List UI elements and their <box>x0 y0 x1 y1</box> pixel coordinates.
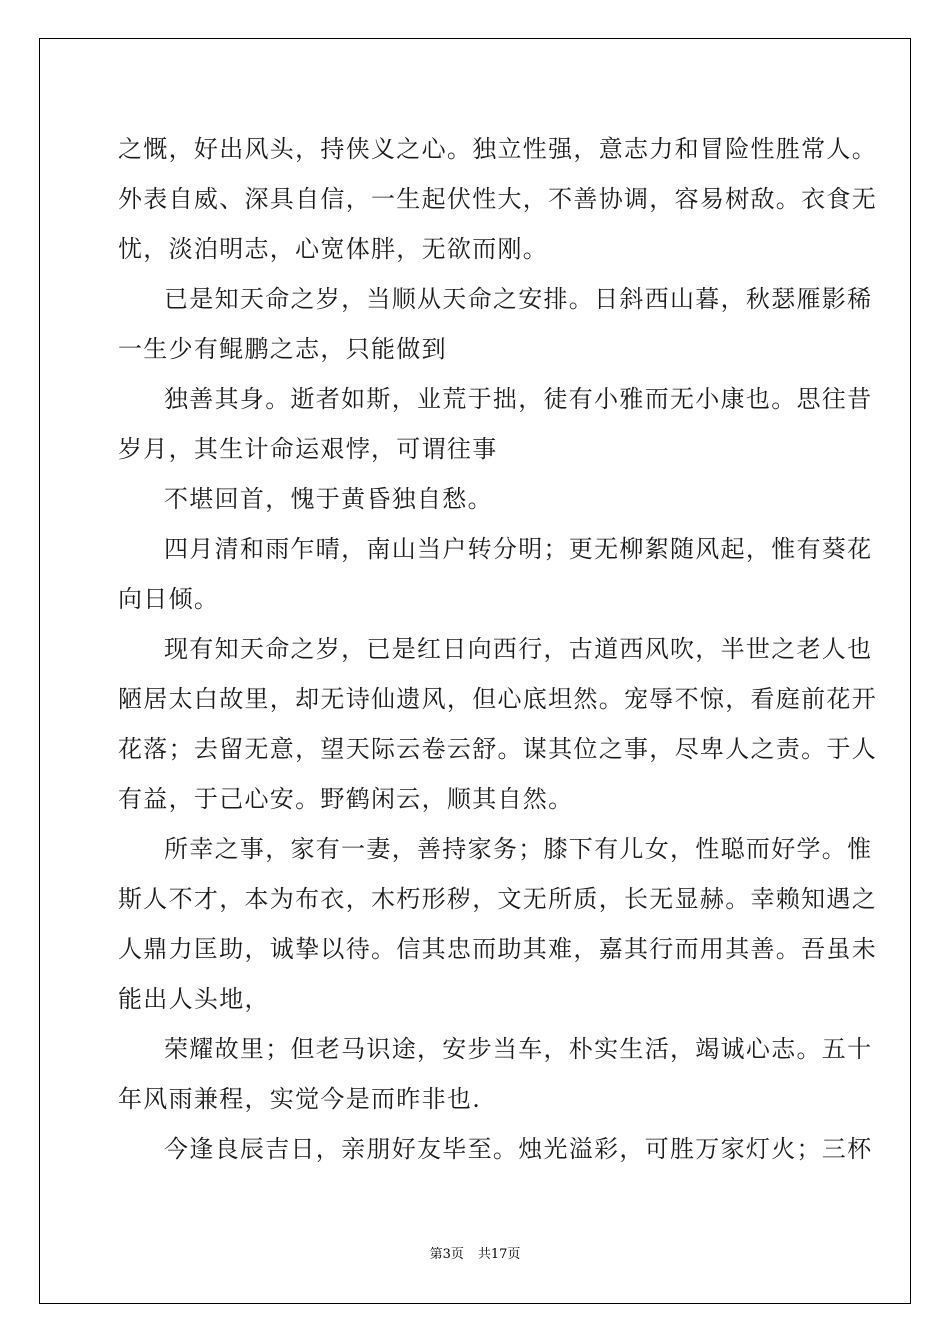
page-number: 第3页 <box>429 1247 464 1262</box>
text-line: 花落；去留无意，望天际云卷云舒。谋其位之事，尽卑人之责。于人 <box>118 735 877 763</box>
page-footer <box>0 1243 950 1262</box>
text-line: 之慨，好出风头，持侠义之心。独立性强，意志力和冒险性胜常人。 <box>118 135 877 163</box>
text-line: 已是知天命之岁，当顺从天命之安排。日斜西山暮，秋瑟雁影稀 <box>164 285 873 313</box>
text-line: 一生少有鲲鹏之志，只能做到 <box>118 335 447 363</box>
text-line: 独善其身。逝者如斯，业荒于拙，徒有小雅而无小康也。思往昔 <box>164 385 873 413</box>
text-line: 不堪回首，愧于黄昏独自愁。 <box>164 485 493 513</box>
text-line: 陋居太白故里，却无诗仙遗风，但心底坦然。宠辱不惊，看庭前花开 <box>118 685 877 713</box>
text-line: 外表自威、深具自信，一生起伏性大，不善协调，容易树敌。衣食无 <box>118 185 877 213</box>
text-line: 所幸之事，家有一妻，善持家务；膝下有儿女，性聪而好学。惟 <box>164 835 873 863</box>
text-line: 荣耀故里；但老马识途，安步当车，朴实生活，竭诚心志。五十 <box>164 1035 873 1063</box>
text-line: 今逢良辰吉日，亲朋好友毕至。烛光溢彩，可胜万家灯火；三杯 <box>164 1135 873 1163</box>
text-line: 忧，淡泊明志，心宽体胖，无欲而刚。 <box>118 235 549 263</box>
text-line: 能出人头地， <box>118 985 270 1013</box>
text-line: 岁月，其生计命运艰悖，可谓往事 <box>118 435 498 463</box>
text-line: 斯人不才，本为布衣，木朽形秽，文无所质，长无显赫。幸赖知遇之 <box>118 885 877 913</box>
text-line: 四月清和雨乍晴，南山当户转分明；更无柳絮随风起，惟有葵花 <box>164 535 873 563</box>
text-line: 有益，于己心安。野鹤闲云，顺其自然。 <box>118 785 574 813</box>
page-total: 共17页 <box>477 1247 521 1262</box>
text-line: 年风雨兼程，实觉今是而昨非也. <box>118 1085 482 1113</box>
text-line: 现有知天命之岁，已是红日向西行，古道西风吹，半世之老人也 <box>164 635 873 663</box>
document-body <box>118 124 877 1174</box>
text-line: 人鼎力匡助，诚挚以待。信其忠而助其难，嘉其行而用其善。吾虽未 <box>118 935 877 963</box>
text-line: 向日倾。 <box>118 585 220 613</box>
